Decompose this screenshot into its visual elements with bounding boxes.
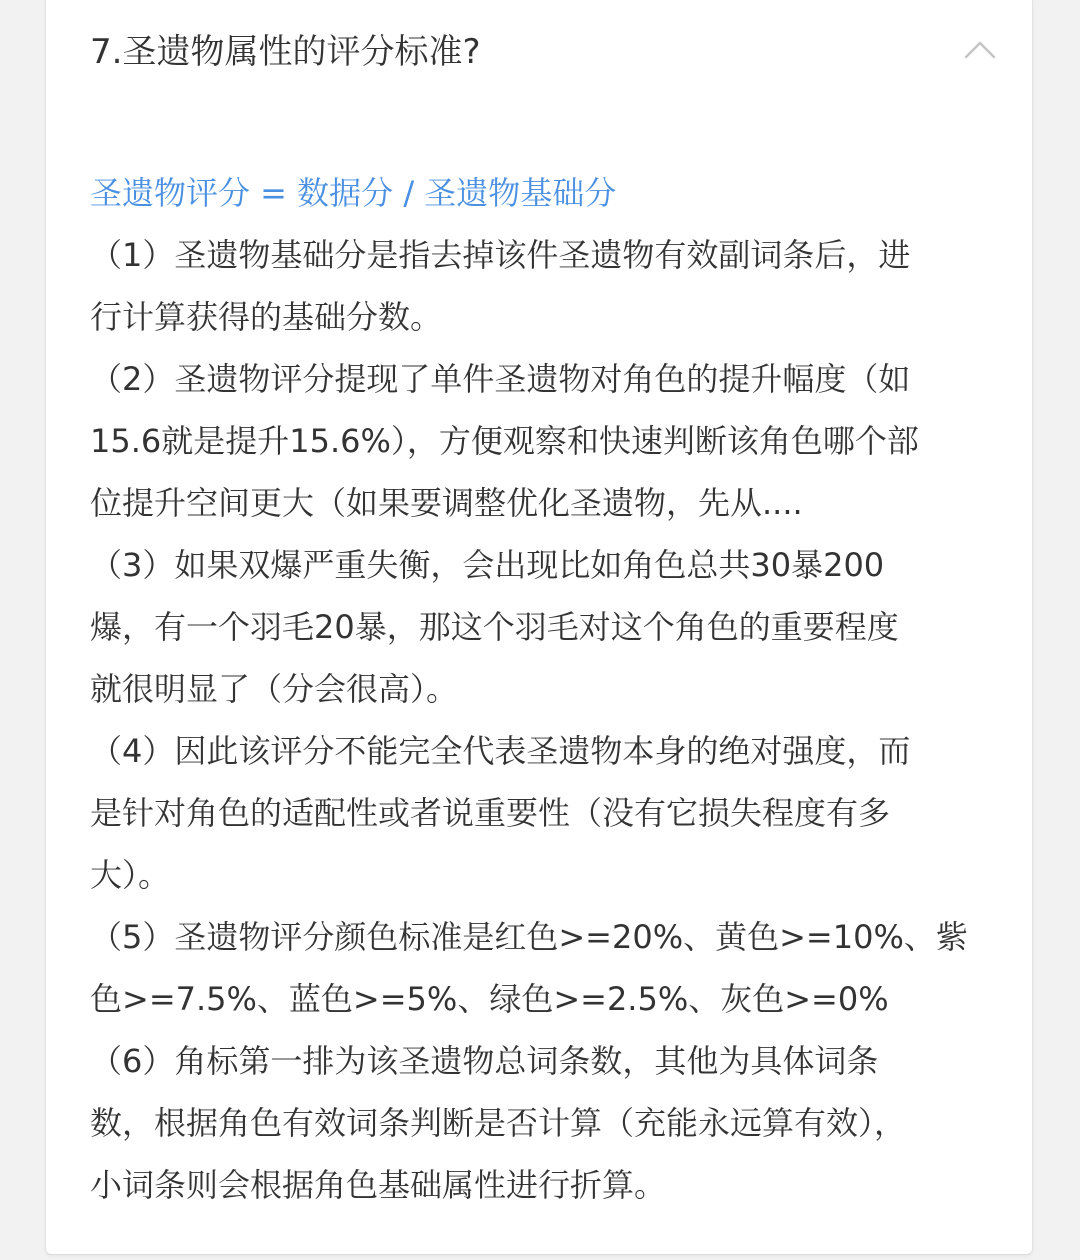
answer-paragraph-3 (90, 534, 990, 720)
paragraph-line: 就很明显了（分会很高）。 (90, 670, 459, 708)
paragraph-line: 爆，有一个羽毛20暴，那这个羽毛对这个角色的重要程度 (90, 608, 899, 646)
paragraph-line: 位提升空间更大（如果要调整优化圣遗物，先从.... (90, 484, 803, 522)
paragraph-line: 15.6就是提升15.6%），方便观察和快速判断该角色哪个部 (90, 422, 919, 460)
faq-header[interactable] (90, 24, 990, 80)
faq-card (45, 0, 1033, 1255)
answer-paragraph-4 (90, 720, 990, 906)
paragraph-line: 小词条则会根据角色基础属性进行折算。 (90, 1166, 667, 1204)
answer-paragraph-1 (90, 224, 990, 348)
paragraph-line: 色>=7.5%、蓝色>=5%、绿色>=2.5%、灰色>=0% (90, 980, 889, 1018)
chevron-up-icon[interactable] (960, 30, 1000, 70)
paragraph-line: （2）圣遗物评分提现了单件圣遗物对角色的提升幅度（如 (90, 360, 911, 398)
answer-paragraph-5 (90, 906, 990, 1030)
paragraph-line: 行计算获得的基础分数。 (90, 298, 443, 336)
paragraph-line: 是针对角色的适配性或者说重要性（没有它损失程度有多 (90, 794, 891, 832)
paragraph-line: （6）角标第一排为该圣遗物总词条数，其他为具体词条 (90, 1042, 879, 1080)
faq-answer (90, 162, 990, 1216)
answer-paragraph-2 (90, 348, 990, 534)
paragraph-line: 数，根据角色有效词条判断是否计算（充能永远算有效）， (90, 1104, 907, 1142)
score-formula: 圣遗物评分 = 数据分 / 圣遗物基础分 (90, 174, 617, 212)
paragraph-line: （4）因此该评分不能完全代表圣遗物本身的绝对强度，而 (90, 732, 911, 770)
faq-title: 7.圣遗物属性的评分标准? (90, 32, 481, 72)
answer-paragraph-6 (90, 1030, 990, 1216)
paragraph-line: （3）如果双爆严重失衡，会出现比如角色总共30暴200 (90, 546, 885, 584)
paragraph-line: （1）圣遗物基础分是指去掉该件圣遗物有效副词条后，进 (90, 236, 911, 274)
paragraph-line: 大）。 (90, 856, 171, 894)
paragraph-line: （5）圣遗物评分颜色标准是红色>=20%、黄色>=10%、紫 (90, 918, 968, 956)
